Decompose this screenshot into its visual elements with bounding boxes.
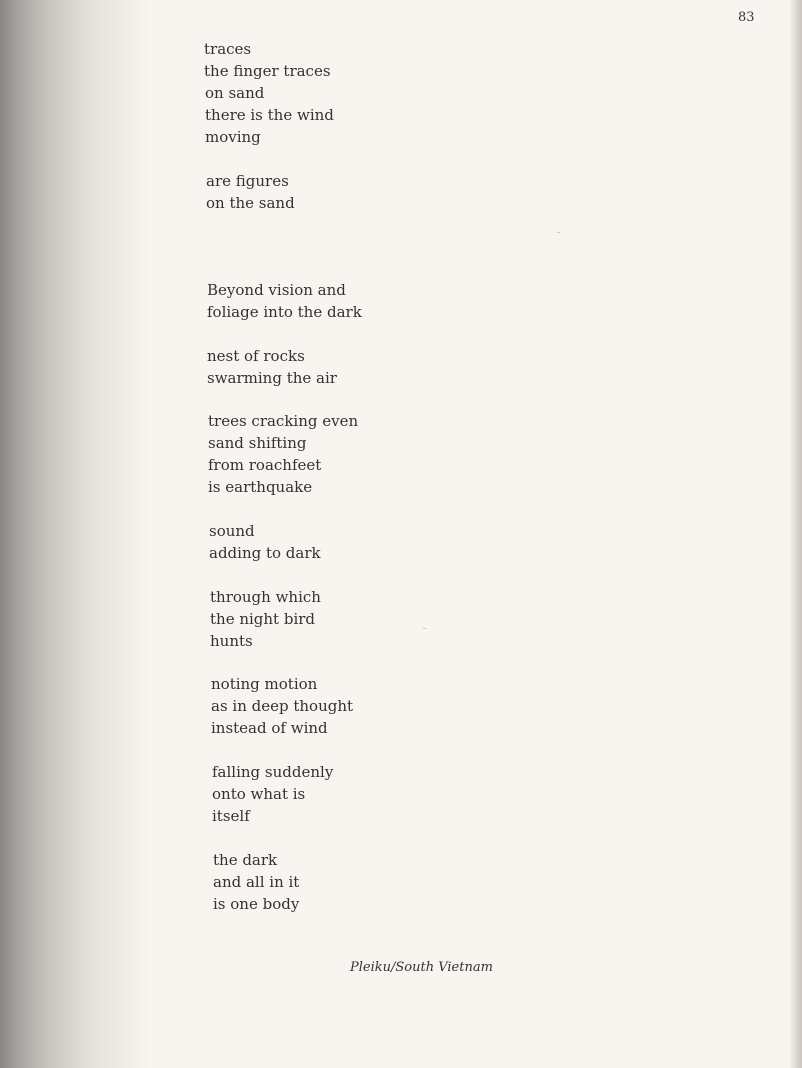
poem-line: as in deep thought xyxy=(211,697,354,715)
paper-speck xyxy=(423,628,426,629)
poem-line: the night bird xyxy=(210,610,316,628)
poem-line: from roachfeet xyxy=(208,456,322,474)
poem-line: adding to dark xyxy=(209,544,321,562)
page-number: 83 xyxy=(738,10,755,25)
poem-line: and all in it xyxy=(213,873,300,891)
poem-line: are figures xyxy=(206,172,289,190)
poem-line: onto what is xyxy=(212,785,306,803)
poem-line: sand shifting xyxy=(208,434,307,452)
poem-line: on the sand xyxy=(206,194,295,212)
poem-line: is earthquake xyxy=(208,478,313,496)
poem-line: trees cracking even xyxy=(208,412,359,430)
poem-line: traces xyxy=(204,40,252,58)
poem-line: moving xyxy=(205,128,261,146)
poem-line: the finger traces xyxy=(204,62,331,80)
poem-line: is one body xyxy=(213,895,300,913)
poem-line: sound xyxy=(209,522,255,540)
poem-line: nest of rocks xyxy=(207,347,305,365)
poem-place-signature: Pleiku/South Vietnam xyxy=(350,960,493,975)
poem-line: the dark xyxy=(213,851,278,869)
poem-line: there is the wind xyxy=(205,106,334,124)
poem-line: itself xyxy=(212,807,250,825)
poem-line: Beyond vision and xyxy=(207,281,346,299)
poem-line: hunts xyxy=(210,632,253,650)
poem-line: noting motion xyxy=(211,675,318,693)
paper-speck xyxy=(557,232,560,233)
poem-line: swarming the air xyxy=(207,369,337,387)
poem-line: foliage into the dark xyxy=(207,303,362,321)
poem-line: through which xyxy=(210,588,321,606)
poem-line: on sand xyxy=(205,84,265,102)
poem-line: falling suddenly xyxy=(212,763,334,781)
poem-line: instead of wind xyxy=(211,719,328,737)
